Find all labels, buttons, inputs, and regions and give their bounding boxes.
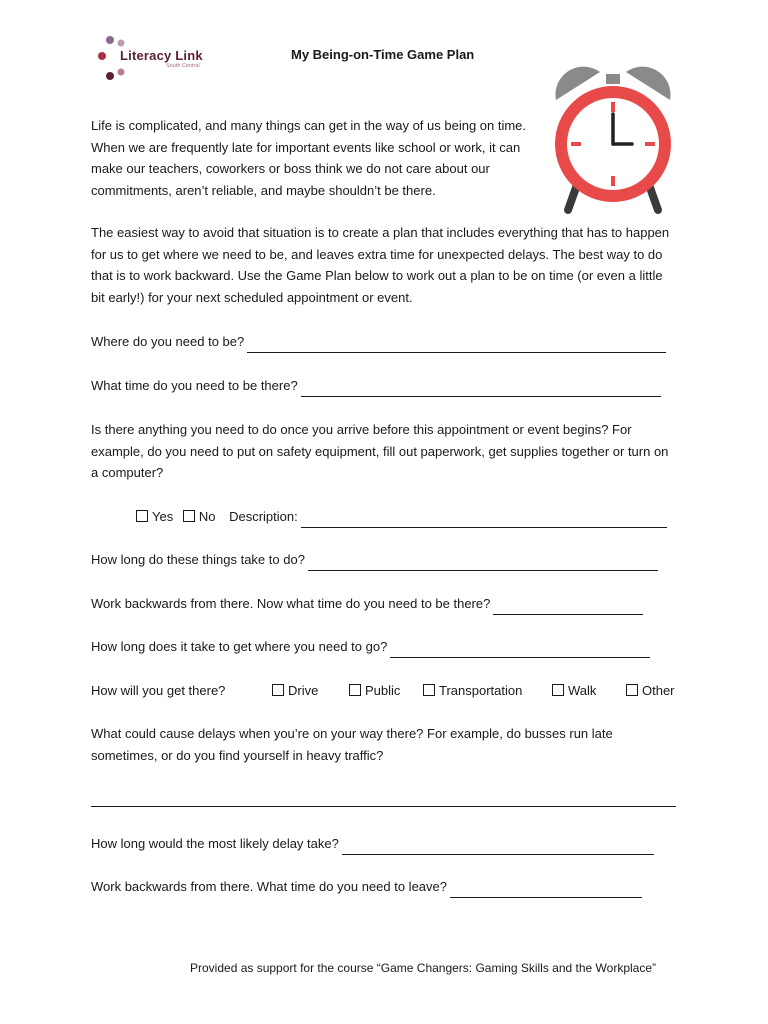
delays-answer-line[interactable]: [91, 806, 676, 807]
transportation-label: Transportation: [439, 683, 523, 698]
yes-label: Yes: [152, 509, 174, 524]
question-delays: What could cause delays when you’re on your way there? For example, do busses run late sometimes, or do you find yourself in heavy traffic?: [91, 726, 613, 763]
page-title: My Being-on-Time Game Plan: [291, 47, 475, 62]
description-answer-line[interactable]: [301, 513, 667, 528]
logo-name: Literacy Link: [120, 48, 203, 63]
question-where-label: Where do you need to be?: [91, 334, 245, 349]
yes-no-description-row: [136, 506, 667, 528]
question-work-back-1-label: Work backwards from there. Now what time do you need to be there?: [91, 596, 491, 611]
question-leave-label: Work backwards from there. What time do you need to leave?: [91, 879, 447, 894]
walk-label: Walk: [568, 683, 597, 698]
leave-answer-line[interactable]: [450, 883, 642, 898]
drive-checkbox[interactable]: [272, 684, 284, 696]
transport-public-option: [349, 680, 400, 702]
footer-note: Provided as support for the course “Game Changers: Gaming Skills and the Workplace”: [190, 961, 656, 975]
question-anything: Is there anything you need to do once you arrive before this appointment or event begins? For example, do you need to put on safety equipment, fill out paperwork, get supplies together or turn on a computer?: [91, 422, 669, 481]
howlong-get-answer-line[interactable]: [390, 643, 650, 658]
logo-subtitle: South Central: [166, 63, 200, 69]
delay-length-answer-line[interactable]: [342, 840, 654, 855]
time-answer-line[interactable]: [301, 382, 661, 397]
no-checkbox[interactable]: [183, 510, 195, 522]
question-work-back-1: [91, 593, 643, 615]
question-how-get-label: How will you get there?: [91, 683, 226, 698]
question-howlong-get-label: How long does it take to get where you need to go?: [91, 639, 388, 654]
transport-drive-option: [272, 680, 318, 702]
no-label: No: [198, 509, 216, 524]
drive-label: Drive: [288, 683, 319, 698]
question-delay-length: [91, 833, 654, 855]
intro-paragraph-1: Life is complicated, and many things can get in the way of us being on time. When we are frequently late for important events like school or work, it can make our teachers, coworkers or boss think we do not care about our commitments, aren’t reliable, and maybe shouldn’t be there.: [91, 118, 527, 198]
question-leave: [91, 876, 642, 898]
literacy-link-logo: [96, 32, 206, 82]
walk-checkbox[interactable]: [552, 684, 564, 696]
yes-checkbox[interactable]: [136, 510, 148, 522]
question-where: [91, 331, 666, 353]
howlong-things-answer-line[interactable]: [308, 556, 658, 571]
question-delay-length-label: How long would the most likely delay take?: [91, 836, 339, 851]
question-howlong-things: [91, 549, 658, 571]
question-howlong-get: [91, 636, 650, 658]
question-howlong-things-label: How long do these things take to do?: [91, 552, 305, 567]
work-back-1-answer-line[interactable]: [493, 600, 643, 615]
alarm-clock-icon: [548, 64, 678, 216]
question-time-label: What time do you need to be there?: [91, 378, 298, 393]
transport-other-option: [626, 680, 675, 702]
intro-paragraph-2: The easiest way to avoid that situation is to create a plan that includes everything that has to happen for us to get where we need to be, and leaves extra time for unexpected delays. The best way to do that is to work backward. Use the Game Plan below to work out a plan to be on time (or even a little bit early!) for your next scheduled appointment or event.: [91, 225, 670, 305]
public-checkbox[interactable]: [349, 684, 361, 696]
description-label: Description:: [229, 509, 298, 524]
other-label: Other: [642, 683, 675, 698]
transport-walk-option: [552, 680, 596, 702]
question-how-get: [91, 680, 225, 702]
transportation-checkbox[interactable]: [423, 684, 435, 696]
public-label: Public: [365, 683, 401, 698]
other-checkbox[interactable]: [626, 684, 638, 696]
transport-transportation-option: [423, 680, 522, 702]
question-time: [91, 375, 661, 397]
where-answer-line[interactable]: [247, 338, 666, 353]
